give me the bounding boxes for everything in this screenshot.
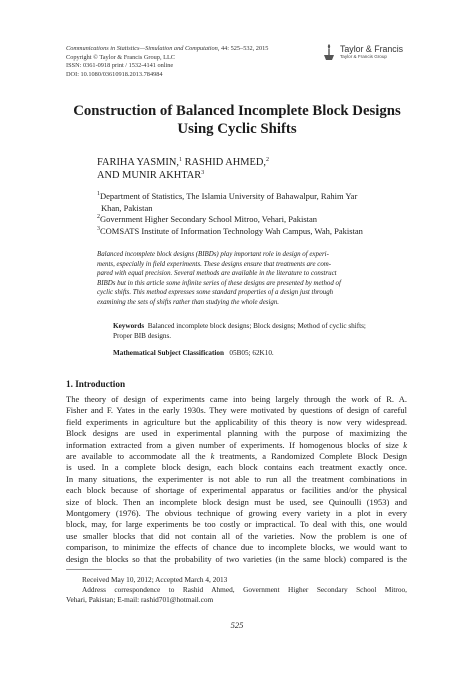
body-line: is used. In a complete block design, each block contains each treatment exactly once. bbox=[66, 462, 407, 473]
received-date: Received May 10, 2012; Accepted March 4, 2013 bbox=[82, 575, 228, 584]
affiliation-2: $^2$Government Higher Secondary School Mitroo, Vehari, Pakistan bbox=[97, 214, 318, 224]
author-3-affiliation-mark: 3 bbox=[201, 170, 205, 176]
journal-meta: , 44: 525–532, 2015 bbox=[217, 45, 269, 52]
body-line: Montgomery (1976). The obvious technique of growing every variety in a plot in every bbox=[66, 508, 407, 519]
section-heading: 1. Introduction bbox=[66, 379, 126, 389]
affiliation-3: $^3$COMSATS Institute of Information Technology Wah Campus, Wah, Pakistan bbox=[97, 225, 363, 236]
body-line: information extracted from a given number of experiments. If homogenous blocks of size k bbox=[66, 439, 407, 450]
publisher-emblem-icon bbox=[322, 43, 336, 61]
abstract-line: BIBDs but in this article some infinite series of these designs are presented by method of bbox=[97, 279, 341, 287]
footnotes bbox=[66, 575, 407, 605]
page-number: 525 bbox=[230, 620, 244, 630]
affiliation-1: $^1$Department of Statistics, The Islamia University of Bahawalpur, Rahim Yar bbox=[97, 191, 358, 201]
issn-line: ISSN: 0361-0918 print / 1532-4141 online bbox=[66, 62, 174, 70]
author-1: FARIHA YASMIN, bbox=[97, 157, 179, 168]
body-line: block, may, for large experiments be too costly or impractical. To deal with this, one would bbox=[66, 519, 407, 530]
msc-value: 05B05; 62K10. bbox=[229, 349, 274, 357]
body-line: comparison, to minimize the effects of chance due to incomplete blocks, we would want to bbox=[66, 542, 407, 553]
keywords-line-2: Proper BIB designs. bbox=[113, 332, 172, 340]
footnote-divider bbox=[66, 569, 112, 570]
author-2: RASHID AHMED, bbox=[184, 157, 266, 168]
publisher-name: Taylor & Francis bbox=[340, 44, 404, 54]
variable-k: k bbox=[210, 451, 215, 462]
subject-classification bbox=[113, 348, 274, 358]
body-line: The theory of design of experiments came into being largely through the work of R. A. bbox=[66, 394, 407, 404]
abstract-line: ments, especially in field experiments. These designs ensure that treatments are com- bbox=[97, 260, 332, 268]
body-text bbox=[66, 394, 407, 565]
abstract-line: pared with equal precision. Several methods are available in the literature to construct bbox=[97, 270, 337, 278]
abstract-line: cyclic shifts. This method expresses some standard properties of a design just through bbox=[97, 289, 334, 297]
body-line: Fisher and F. Yates in the early 1930s. They were motivated by questions of design of careful bbox=[66, 405, 407, 416]
affiliation-1-cont: Khan, Pakistan bbox=[101, 202, 153, 213]
body-line: design the blocks so that the probability of two varieties (in the same block) compared is the bbox=[66, 553, 407, 564]
msc-label: Mathematical Subject Classification bbox=[113, 349, 224, 357]
body-line: field experiments in agriculture but the applicability of this theory is now very widespread. bbox=[66, 416, 407, 427]
body-line: size of block. Then an incomplete block design must be used, see Quinoulli (1953) and bbox=[66, 496, 407, 507]
correspondence-email: Vehari, Pakistan; E-mail: rashid701@hotmail.com bbox=[66, 595, 214, 604]
doi-line: DOI: 10.1080/03610918.2013.784984 bbox=[66, 70, 163, 78]
title-line-2: Using Cyclic Shifts bbox=[177, 120, 297, 137]
body-line: each block because of shortage of experimental apparatus or facilities and/or the physical bbox=[66, 485, 407, 496]
abstract-line: Balanced incomplete block designs (BIBDs) play important role in design of experi- bbox=[97, 251, 329, 258]
author-2-affiliation-mark: 2 bbox=[266, 157, 269, 163]
author-1-affiliation-mark: 1 bbox=[178, 157, 182, 163]
author-3: AND MUNIR AKHTAR bbox=[97, 170, 202, 181]
body-line: In many situations, the experimenter is not able to run all the treatment combinations in bbox=[66, 473, 407, 484]
author-list bbox=[97, 156, 269, 182]
affiliations bbox=[97, 191, 417, 237]
body-line: Block designs are used in experimental planning with the purpose of maximizing the bbox=[66, 428, 407, 439]
publisher-group: Taylor & Francis Group bbox=[340, 54, 387, 59]
correspondence-address: Address correspondence to Rashid Ahmed, Government Higher Secondary School Mitroo, bbox=[82, 585, 407, 594]
keywords bbox=[113, 321, 409, 341]
keywords-label: Keywords bbox=[113, 322, 145, 330]
journal-header bbox=[66, 45, 268, 79]
title-line-1: Construction of Balanced Incomplete Block Designs bbox=[73, 103, 401, 119]
publisher-logo bbox=[322, 43, 403, 61]
body-line: are available to accommodate all the k treatments, a Randomized Complete Block Design bbox=[66, 451, 407, 462]
abstract-line: examining the sets of shifts rather than studying the whole design. bbox=[97, 298, 280, 306]
paper-title bbox=[40, 103, 434, 138]
variable-k: k bbox=[403, 439, 407, 450]
body-line: use smaller blocks that did not contain all of the varieties. Now the problem is one of bbox=[66, 530, 407, 541]
abstract bbox=[97, 250, 407, 308]
copyright-line: Copyright © Taylor & Francis Group, LLC bbox=[66, 53, 175, 61]
keywords-line-1: Balanced incomplete block designs; Block designs; Method of cyclic shifts; bbox=[147, 322, 366, 330]
journal-name: Communications in Statistics—Simulation and Computation bbox=[66, 45, 218, 52]
